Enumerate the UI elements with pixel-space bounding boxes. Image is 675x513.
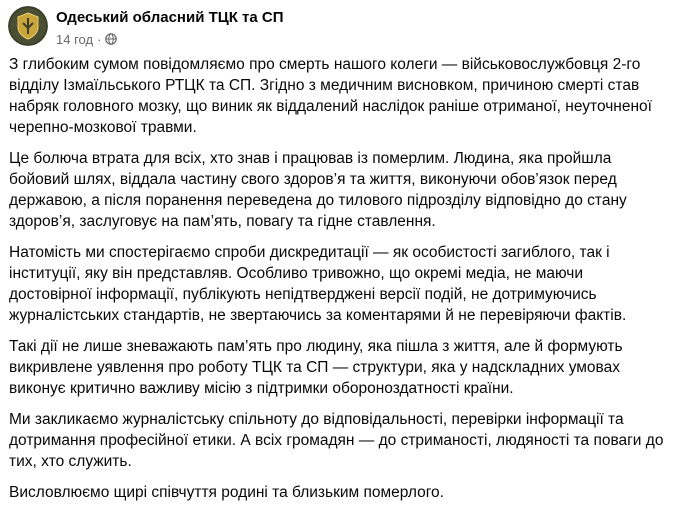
emblem-icon — [8, 6, 48, 46]
meta-separator: · — [97, 31, 102, 47]
post-paragraph: З глибоким сумом повідомляємо про смерть нашого колеги — військовослужбовця 2-го відділу Ізмаїльського РТЦК та СП. Згідно з медичним висновком, причиною смерті став набряк головного мозку, що виник як віддалений наслідок раніше отриманої, неуточненої черепно-мозкової травми. — [9, 56, 652, 136]
post-timestamp[interactable]: 14 год — [56, 31, 94, 47]
page-name[interactable]: Одеський обласний ТЦК та СП — [56, 9, 284, 26]
post-paragraph: Такі дії не лише зневажають пам’ять про людину, яка пішла з життя, але й формують викривлене уявлення про роботу ТЦК та СП — структури, яка у надскладних умовах виконує критично важливу місію з підтримки обороноздатності країни. — [9, 338, 623, 397]
post-paragraph: Це болюча втрата для всіх, хто знав і працював із померлим. Людина, яка пройшла бойовий шлях, віддала частину свого здоров’я та життя, виконуючи обов’язок перед державою, а після поранення переведена до тилового підрозділу відповідно до стану здоров’я, заслуговує на пам’ять, повагу та гідне ставлення. — [9, 150, 627, 230]
post-meta — [56, 31, 117, 47]
globe-icon — [105, 33, 117, 45]
post-paragraph: Натомість ми спостерігаємо спроби дискредитації — як особистості загиблого, так і інституції, яку він представляв. Особливо тривожно, що окремі медіа, не маючи достовірної інформації, публікують непідтверджені версії подій, не дотримуючись журналістських стандартів, не звертаючись за коментарями й не перевіряючи фактів. — [9, 244, 627, 324]
page-avatar[interactable] — [8, 6, 48, 46]
post-paragraph: Висловлюємо щирі співчуття родині та близьким померлого. — [9, 484, 444, 501]
post-body — [9, 54, 669, 513]
post-header — [8, 6, 668, 50]
post-paragraph: Ми закликаємо журналістську спільноту до відповідальності, перевірки інформації та дотримання професійної етики. А всіх громадян — до стриманості, людяності та поваги до тих, хто служить. — [9, 411, 664, 470]
